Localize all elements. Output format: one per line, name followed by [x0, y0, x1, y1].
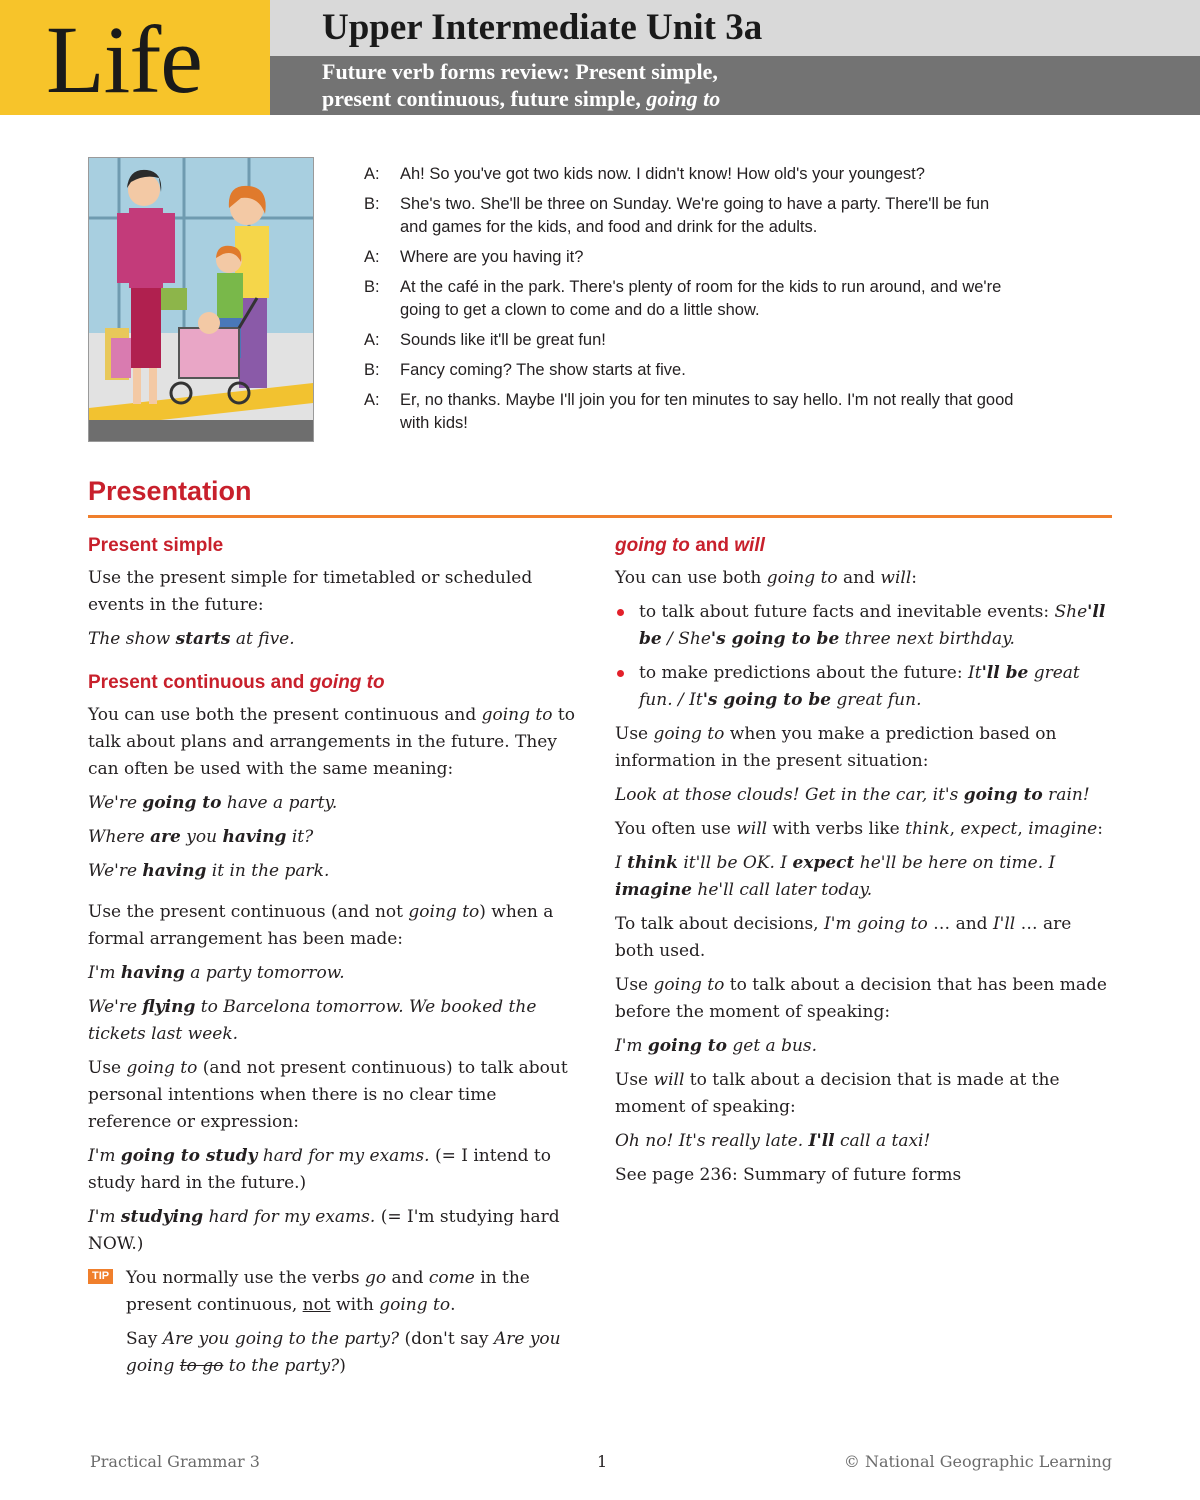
think-body: You often use will with verbs like think, expect, imagine:	[615, 819, 1103, 839]
formal-example-2: We're flying to Barcelona tomorrow. We booked the tickets last week.	[88, 997, 537, 1044]
before-moment-body: Use going to to talk about a decision that has been made before the moment of speaking:	[615, 975, 1107, 1022]
prediction-example: Look at those clouds! Get in the car, it's going to rain!	[615, 785, 1090, 805]
line-text: She's two. She'll be three on Sunday. We're going to have a party. There'll be fun and games for the kids, and food and drink for the adults.	[400, 195, 990, 236]
left-column	[88, 532, 583, 1387]
intentions-example-2: I'm studying hard for my exams. (= I'm studying hard NOW.)	[88, 1207, 560, 1254]
right-column	[615, 532, 1110, 1196]
speaker: A:	[364, 331, 380, 349]
unit-title-bar	[270, 0, 1200, 56]
bullet-dot	[617, 609, 624, 616]
speaker: A:	[364, 248, 380, 266]
intentions-body: Use going to (and not present continuous) to talk about personal intentions when there is no clear time reference or expression:	[88, 1058, 568, 1132]
line-text: Ah! So you've got two kids now. I didn't know! How old's your youngest?	[400, 165, 925, 183]
line-text: Sounds like it'll be great fun!	[400, 331, 606, 349]
presentation-heading: Presentation	[88, 476, 252, 506]
formal-example-1: I'm having a party tomorrow.	[88, 963, 345, 983]
gw-bullets	[615, 599, 1110, 714]
dialogue-line	[364, 193, 1014, 239]
see-page-reference: See page 236: Summary of future forms	[615, 1165, 962, 1185]
subtitle-line1: Future verb forms review: Present simple,	[322, 59, 718, 84]
page-subtitle	[322, 58, 720, 112]
tip-badge: TIP	[88, 1269, 113, 1284]
dialogue-illustration	[88, 157, 314, 442]
prediction-body: Use going to when you make a prediction based on information in the present situation:	[615, 724, 1057, 771]
subtitle-line2: present continuous, future simple,	[322, 86, 647, 111]
footer-copyright: © National Geographic Learning	[843, 1452, 1112, 1471]
life-logo	[0, 0, 270, 115]
taxi-example: Oh no! It's really late. I'll call a taxi!	[615, 1131, 931, 1151]
subtitle-bar	[270, 56, 1200, 115]
moment-body: Use will to talk about a decision that is made at the moment of speaking:	[615, 1070, 1060, 1117]
speaker: B:	[364, 195, 380, 213]
unit-title: Upper Intermediate Unit 3a	[322, 7, 763, 48]
line-text: Fancy coming? The show starts at five.	[400, 361, 686, 379]
pc-example-3: We're having it in the park.	[88, 861, 330, 881]
subtitle-going-to: going to	[646, 86, 721, 111]
dialogue-line	[364, 329, 1014, 352]
logo-text: Life	[46, 6, 202, 113]
pc-example-1: We're going to have a party.	[88, 793, 338, 813]
heading-present-simple: Present simple	[88, 535, 224, 556]
speaker: A:	[364, 165, 380, 183]
pc-body: You can use both the present continuous and going to to talk about plans and arrangements in the future. They can often be used with the same meaning:	[88, 705, 575, 779]
dialogue-line	[364, 389, 1014, 435]
list-item: to talk about future facts and inevitable events: She'll be / She's going to be three next birthday.	[615, 599, 1110, 653]
tip-note: TIP You normally use the verbs go and come in the present continuous, not with going to.	[88, 1265, 583, 1319]
footer-page-number: 1	[597, 1452, 608, 1471]
dialogue	[364, 163, 1014, 442]
think-example: I think it'll be OK. I expect he'll be here on time. I imagine he'll call later today.	[615, 853, 1056, 900]
intentions-example-1: I'm going to study hard for my exams. (= I intend to study hard in the future.)	[88, 1146, 551, 1193]
bullet-dot	[617, 670, 624, 677]
ps-body: Use the present simple for timetabled or scheduled events in the future:	[88, 568, 533, 615]
decisions-body: To talk about decisions, I'm going to … and I'll … are both used.	[615, 914, 1072, 961]
list-item: to make predictions about the future: It'll be great fun. / It's going to be great fun.	[615, 660, 1110, 714]
heading-going-to-will: going to and will	[615, 535, 765, 556]
dialogue-line	[364, 246, 1014, 269]
gw-body: You can use both going to and will:	[615, 568, 918, 588]
ps-example: The show starts at five.	[88, 629, 295, 649]
speaker: B:	[364, 361, 380, 379]
line-text: Er, no thanks. Maybe I'll join you for ten minutes to say hello. I'm not really that good with kids!	[400, 391, 1014, 432]
line-text: Where are you having it?	[400, 248, 584, 266]
dialogue-line	[364, 276, 1014, 322]
pc-example-2: Where are you having it?	[88, 827, 314, 847]
illustration-svg	[89, 158, 313, 441]
speaker: B:	[364, 278, 380, 296]
line-text: At the café in the park. There's plenty of room for the kids to run around, and we're going to get a clown to come and do a little show.	[400, 278, 1002, 319]
heading-present-continuous: Present continuous and going to	[88, 672, 385, 693]
formal-arrangement-body: Use the present continuous (and not going to) when a formal arrangement has been made:	[88, 902, 554, 949]
footer-book-title: Practical Grammar 3	[90, 1452, 260, 1471]
tip-example: Say Are you going to the party? (don't say Are you going to go to the party?)	[126, 1329, 561, 1376]
dialogue-line	[364, 359, 1014, 382]
dialogue-line	[364, 163, 1014, 186]
section-divider	[88, 515, 1112, 518]
bus-example: I'm going to get a bus.	[615, 1036, 818, 1056]
speaker: A:	[364, 391, 380, 409]
